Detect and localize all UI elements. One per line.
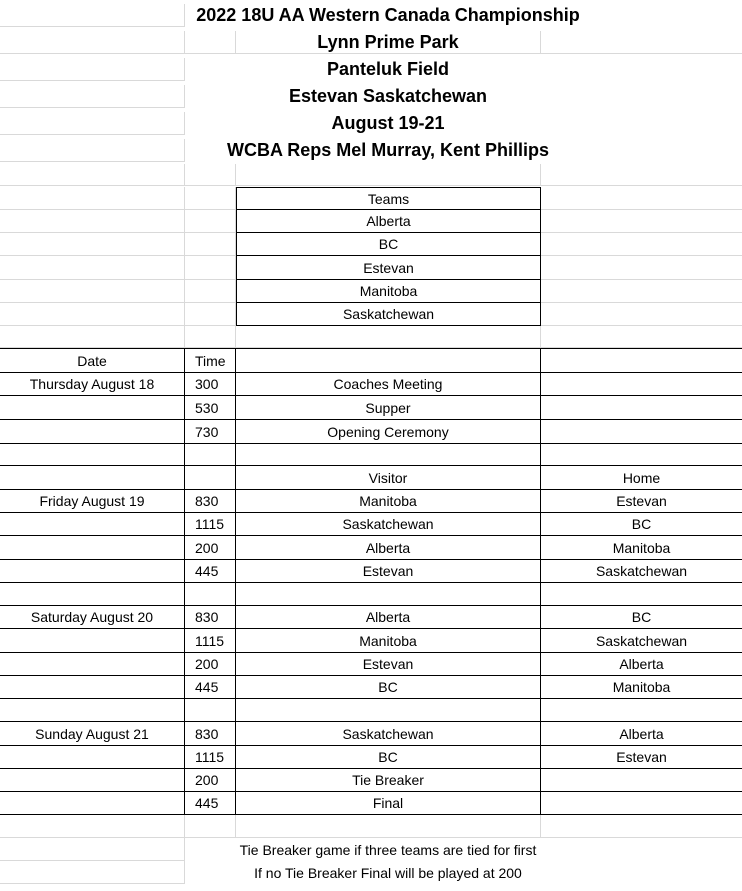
cell[interactable]	[0, 653, 185, 676]
time-cell[interactable]: 200	[185, 653, 236, 676]
game-row	[0, 653, 742, 676]
cell[interactable]	[0, 4, 185, 27]
note-row	[0, 861, 742, 884]
cell[interactable]	[0, 233, 185, 256]
schedule-row	[0, 420, 742, 444]
cell[interactable]	[185, 444, 236, 466]
cell[interactable]	[541, 303, 742, 326]
cell[interactable]	[0, 420, 185, 444]
visitor-home-header-row	[0, 466, 742, 490]
day-label[interactable]: Thursday August 18	[0, 372, 185, 396]
home-cell[interactable]: Alberta	[541, 722, 742, 746]
teams-header[interactable]: Teams	[236, 187, 541, 210]
event-cell[interactable]: Supper	[236, 396, 541, 420]
day-label[interactable]: Saturday August 20	[0, 606, 185, 629]
cell[interactable]	[0, 396, 185, 420]
team-row	[0, 210, 742, 233]
time-cell[interactable]: 730	[185, 420, 236, 444]
time-cell[interactable]: 300	[185, 372, 236, 396]
cell[interactable]	[0, 444, 185, 466]
tournament-dates[interactable]: August 19-21	[331, 113, 445, 133]
cell[interactable]	[0, 861, 185, 884]
visitor-cell[interactable]: BC	[236, 676, 541, 699]
visitor-cell[interactable]: Saskatchewan	[236, 722, 541, 746]
schedule-row	[0, 372, 742, 396]
game-row	[0, 722, 742, 746]
cell[interactable]	[185, 583, 236, 606]
team-row	[0, 303, 742, 326]
cell[interactable]	[185, 164, 236, 186]
team-row	[0, 280, 742, 303]
home-cell[interactable]: Estevan	[541, 746, 742, 769]
cell[interactable]	[0, 769, 185, 792]
cell[interactable]	[236, 326, 541, 348]
time-cell[interactable]: 1115	[185, 513, 236, 536]
cell[interactable]	[0, 280, 185, 303]
cell[interactable]	[541, 396, 742, 420]
cell[interactable]	[541, 233, 742, 256]
game-row	[0, 676, 742, 699]
home-cell[interactable]	[541, 769, 742, 792]
team-name[interactable]: Alberta	[236, 210, 541, 233]
cell[interactable]	[0, 513, 185, 536]
cell[interactable]	[185, 233, 236, 256]
visitor-cell[interactable]: Alberta	[236, 606, 541, 629]
cell[interactable]	[541, 583, 742, 606]
game-row	[0, 490, 742, 513]
team-name[interactable]: Saskatchewan	[236, 303, 541, 326]
park-row	[0, 31, 742, 54]
cell[interactable]	[0, 187, 185, 210]
time-cell[interactable]: 445	[185, 792, 236, 815]
park-name[interactable]: Lynn Prime Park	[317, 32, 459, 52]
cell[interactable]	[0, 112, 185, 135]
cell[interactable]	[541, 210, 742, 233]
cell[interactable]	[0, 326, 185, 348]
time-cell[interactable]: 445	[185, 560, 236, 583]
game-row	[0, 606, 742, 629]
team-row	[0, 256, 742, 280]
home-column-header[interactable]: Home	[541, 466, 742, 490]
cell[interactable]	[0, 256, 185, 280]
time-cell[interactable]: 830	[185, 606, 236, 629]
cell[interactable]	[541, 420, 742, 444]
home-cell[interactable]: Saskatchewan	[541, 629, 742, 653]
title-row	[0, 4, 742, 27]
cell[interactable]	[0, 31, 185, 54]
cell[interactable]	[0, 746, 185, 769]
cell[interactable]	[236, 444, 541, 466]
event-cell[interactable]: Opening Ceremony	[236, 420, 541, 444]
visitor-cell[interactable]: Tie Breaker	[236, 769, 541, 792]
cell[interactable]	[185, 326, 236, 348]
time-cell[interactable]: 530	[185, 396, 236, 420]
final-note[interactable]: If no Tie Breaker Final will be played at 200	[254, 864, 522, 881]
location[interactable]: Estevan Saskatchewan	[288, 86, 488, 106]
visitor-cell[interactable]: Manitoba	[236, 629, 541, 653]
cell[interactable]	[185, 699, 236, 722]
visitor-column-header[interactable]: Visitor	[236, 466, 541, 490]
game-row	[0, 513, 742, 536]
cell[interactable]	[541, 326, 742, 348]
home-cell[interactable]: BC	[541, 606, 742, 629]
cell[interactable]	[541, 280, 742, 303]
blank-row	[0, 583, 742, 606]
cell[interactable]	[0, 676, 185, 699]
time-cell[interactable]: 200	[185, 536, 236, 560]
cell[interactable]	[0, 629, 185, 653]
visitor-cell[interactable]: Alberta	[236, 536, 541, 560]
cell[interactable]	[0, 583, 185, 606]
time-cell[interactable]: 445	[185, 676, 236, 699]
visitor-cell[interactable]: Estevan	[236, 653, 541, 676]
game-row	[0, 769, 742, 792]
cell[interactable]	[0, 303, 185, 326]
team-name[interactable]: Estevan	[236, 256, 541, 280]
home-cell[interactable]: Estevan	[541, 490, 742, 513]
cell[interactable]	[541, 187, 742, 210]
field-row	[0, 58, 742, 81]
location-row	[0, 85, 742, 108]
cell[interactable]	[185, 303, 236, 326]
blank-row	[0, 164, 742, 186]
game-row	[0, 536, 742, 560]
home-cell[interactable]: BC	[541, 513, 742, 536]
field-name[interactable]: Panteluk Field	[326, 59, 450, 79]
blank-row	[0, 326, 742, 348]
time-cell[interactable]: 830	[185, 490, 236, 513]
cell[interactable]	[541, 256, 742, 280]
time-cell[interactable]: 1115	[185, 629, 236, 653]
cell[interactable]	[0, 699, 185, 722]
cell[interactable]	[541, 372, 742, 396]
event-cell[interactable]: Coaches Meeting	[236, 372, 541, 396]
team-row	[0, 233, 742, 256]
cell[interactable]	[0, 85, 185, 108]
schedule-row	[0, 396, 742, 420]
cell[interactable]	[185, 466, 236, 490]
cell[interactable]	[185, 210, 236, 233]
visitor-cell[interactable]: BC	[236, 746, 541, 769]
cell[interactable]	[541, 164, 742, 186]
cell[interactable]	[236, 583, 541, 606]
time-column-header[interactable]: Time	[185, 349, 236, 373]
tournament-title[interactable]: 2022 18U AA Western Canada Championship	[196, 5, 580, 25]
visitor-cell[interactable]: Final	[236, 792, 541, 815]
cell[interactable]	[541, 349, 742, 373]
date-column-header[interactable]: Date	[0, 349, 185, 373]
cell[interactable]	[0, 210, 185, 233]
cell[interactable]	[185, 815, 236, 838]
cell[interactable]	[0, 792, 185, 815]
schedule-header-row	[0, 348, 742, 373]
tie-breaker-note[interactable]: Tie Breaker game if three teams are tied for first	[239, 841, 537, 858]
home-cell[interactable]: Alberta	[541, 653, 742, 676]
game-row	[0, 629, 742, 653]
blank-row	[0, 815, 742, 838]
cell[interactable]	[185, 280, 236, 303]
cell[interactable]	[0, 815, 185, 838]
cell[interactable]	[236, 164, 541, 186]
time-cell[interactable]: 200	[185, 769, 236, 792]
time-cell[interactable]: 1115	[185, 746, 236, 769]
cell[interactable]	[0, 139, 185, 162]
blank-row	[0, 699, 742, 722]
cell[interactable]	[0, 58, 185, 81]
note-row	[0, 838, 742, 861]
game-row	[0, 746, 742, 769]
teams-header-row	[0, 187, 742, 210]
cell[interactable]	[236, 699, 541, 722]
visitor-cell[interactable]: Manitoba	[236, 490, 541, 513]
blank-row	[0, 444, 742, 466]
team-name[interactable]: Manitoba	[236, 280, 541, 303]
visitor-cell[interactable]: Saskatchewan	[236, 513, 541, 536]
home-cell[interactable]	[541, 792, 742, 815]
reps-row	[0, 139, 742, 162]
cell[interactable]	[236, 815, 541, 838]
cell[interactable]	[185, 256, 236, 280]
day-label[interactable]: Sunday August 21	[0, 722, 185, 746]
game-row	[0, 560, 742, 583]
wcba-reps[interactable]: WCBA Reps Mel Murray, Kent Phillips	[226, 140, 550, 160]
game-row	[0, 792, 742, 815]
cell[interactable]	[541, 444, 742, 466]
time-cell[interactable]: 830	[185, 722, 236, 746]
cell[interactable]	[236, 349, 541, 373]
team-name[interactable]: BC	[236, 233, 541, 256]
dates-row	[0, 112, 742, 135]
cell[interactable]	[185, 187, 236, 210]
cell[interactable]	[0, 466, 185, 490]
home-cell[interactable]: Manitoba	[541, 676, 742, 699]
cell[interactable]	[0, 838, 185, 861]
home-cell[interactable]: Saskatchewan	[541, 560, 742, 583]
visitor-cell[interactable]: Estevan	[236, 560, 541, 583]
cell[interactable]	[0, 560, 185, 583]
cell[interactable]	[541, 815, 742, 838]
day-label[interactable]: Friday August 19	[0, 490, 185, 513]
home-cell[interactable]: Manitoba	[541, 536, 742, 560]
cell[interactable]	[541, 699, 742, 722]
cell[interactable]	[0, 536, 185, 560]
cell[interactable]	[0, 164, 185, 186]
